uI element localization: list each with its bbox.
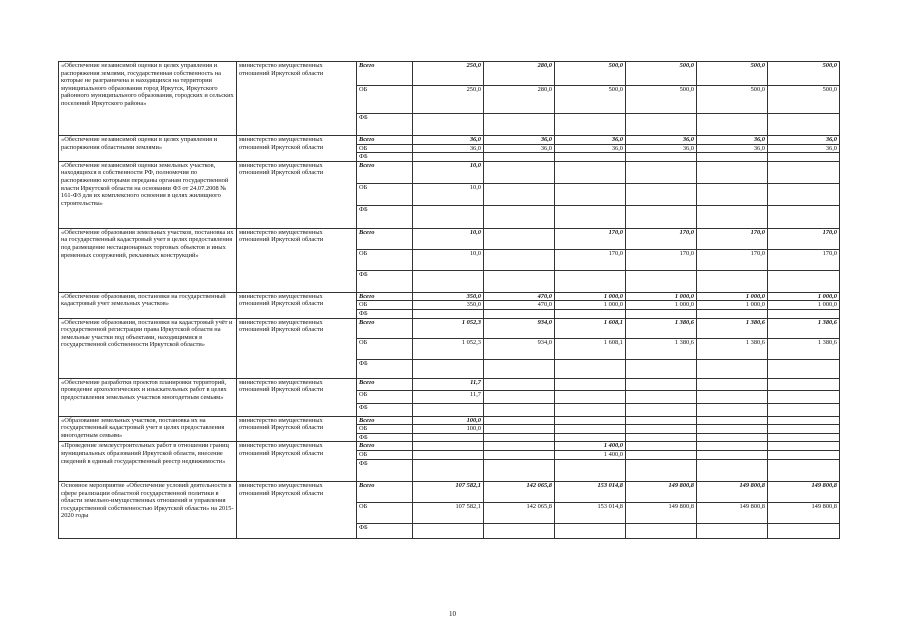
amount-cell bbox=[484, 442, 555, 451]
amount-cell bbox=[484, 459, 555, 481]
amount-cell bbox=[768, 433, 840, 442]
funding-source: ОБ bbox=[357, 338, 413, 359]
amount-cell: 1 000,0 bbox=[697, 292, 768, 301]
amount-cell: 500,0 bbox=[555, 62, 626, 86]
amount-cell bbox=[768, 183, 840, 205]
amount-cell bbox=[768, 416, 840, 425]
measure-name: «Обеспечение образования, постановки на кадастровый учёт и государственной регистрации права Иркутской области на земельные участки под объектами, находящимися в государственной собственности Иркутской области» bbox=[59, 318, 237, 378]
table-row bbox=[59, 292, 840, 301]
amount-cell bbox=[413, 205, 484, 228]
amount-cell bbox=[555, 416, 626, 425]
amount-cell bbox=[626, 270, 697, 292]
amount-cell bbox=[413, 270, 484, 292]
amount-cell: 1 380,6 bbox=[626, 338, 697, 359]
amount-cell: 470,0 bbox=[484, 292, 555, 301]
amount-cell bbox=[768, 309, 840, 318]
amount-cell: 36,0 bbox=[484, 144, 555, 153]
amount-cell: 500,0 bbox=[768, 62, 840, 86]
amount-cell bbox=[555, 390, 626, 403]
amount-cell bbox=[626, 416, 697, 425]
amount-cell bbox=[697, 183, 768, 205]
table-row bbox=[59, 442, 840, 451]
amount-cell bbox=[484, 378, 555, 390]
amount-cell: 170,0 bbox=[555, 228, 626, 249]
funding-source: Всего bbox=[357, 228, 413, 249]
amount-cell: 107 582,1 bbox=[413, 502, 484, 523]
funding-source: ОБ bbox=[357, 144, 413, 153]
amount-cell: 1 380,6 bbox=[697, 338, 768, 359]
funding-source: ОБ bbox=[357, 249, 413, 270]
amount-cell bbox=[413, 309, 484, 318]
funding-source: ОБ bbox=[357, 183, 413, 205]
amount-cell: 350,0 bbox=[413, 301, 484, 310]
amount-cell bbox=[555, 403, 626, 416]
amount-cell bbox=[626, 425, 697, 434]
amount-cell bbox=[768, 425, 840, 434]
table-row bbox=[59, 161, 840, 183]
amount-cell bbox=[768, 442, 840, 451]
amount-cell: 36,0 bbox=[697, 144, 768, 153]
amount-cell bbox=[768, 451, 840, 460]
funding-source: ФБ bbox=[357, 270, 413, 292]
amount-cell bbox=[697, 153, 768, 162]
amount-cell: 36,0 bbox=[413, 136, 484, 145]
amount-cell bbox=[484, 309, 555, 318]
table-row bbox=[59, 481, 840, 502]
funding-source: ОБ bbox=[357, 301, 413, 310]
amount-cell: 149 800,8 bbox=[697, 481, 768, 502]
measure-name: «Обеспечение независимой оценки в целях управления и распоряжения областными землями» bbox=[59, 136, 237, 162]
amount-cell bbox=[626, 459, 697, 481]
amount-cell: 11,7 bbox=[413, 390, 484, 403]
amount-cell: 500,0 bbox=[697, 86, 768, 114]
amount-cell bbox=[413, 114, 484, 136]
executor: министерство имущественных отношений Иркутской области bbox=[237, 161, 357, 228]
amount-cell: 1 000,0 bbox=[626, 292, 697, 301]
funding-source: ФБ bbox=[357, 205, 413, 228]
amount-cell: 36,0 bbox=[626, 144, 697, 153]
table-row bbox=[59, 416, 840, 425]
amount-cell: 153 014,8 bbox=[555, 481, 626, 502]
amount-cell bbox=[626, 433, 697, 442]
amount-cell: 1 608,1 bbox=[555, 338, 626, 359]
budget-sheet bbox=[58, 61, 839, 539]
amount-cell bbox=[484, 416, 555, 425]
amount-cell bbox=[697, 378, 768, 390]
table-row bbox=[59, 378, 840, 390]
amount-cell bbox=[413, 359, 484, 378]
amount-cell bbox=[626, 442, 697, 451]
amount-cell: 100,0 bbox=[413, 425, 484, 434]
amount-cell bbox=[555, 153, 626, 162]
amount-cell: 170,0 bbox=[697, 228, 768, 249]
amount-cell bbox=[697, 442, 768, 451]
amount-cell: 280,0 bbox=[484, 86, 555, 114]
amount-cell bbox=[768, 359, 840, 378]
amount-cell: 500,0 bbox=[626, 86, 697, 114]
amount-cell bbox=[413, 433, 484, 442]
amount-cell bbox=[768, 403, 840, 416]
amount-cell: 100,0 bbox=[413, 416, 484, 425]
amount-cell bbox=[768, 205, 840, 228]
funding-source: ФБ bbox=[357, 459, 413, 481]
amount-cell: 11,7 bbox=[413, 378, 484, 390]
amount-cell bbox=[413, 153, 484, 162]
executor: министерство имущественных отношений Иркутской области bbox=[237, 228, 357, 292]
funding-source: Всего bbox=[357, 416, 413, 425]
amount-cell bbox=[768, 523, 840, 538]
amount-cell bbox=[484, 114, 555, 136]
table-row bbox=[59, 318, 840, 338]
measure-name: Основное мероприятие «Обеспечение условий деятельности в сфере реализации областной государственной политики в области земельно-имущественных отношений и управления государственной собственностью Иркутской области» на 2015-2020 годы bbox=[59, 481, 237, 538]
amount-cell: 1 400,0 bbox=[555, 451, 626, 460]
funding-source: ФБ bbox=[357, 523, 413, 538]
amount-cell bbox=[555, 378, 626, 390]
amount-cell: 149 800,8 bbox=[697, 502, 768, 523]
funding-source: ОБ bbox=[357, 425, 413, 434]
funding-source: ФБ bbox=[357, 433, 413, 442]
executor: министерство имущественных отношений Иркутской области bbox=[237, 481, 357, 538]
amount-cell bbox=[626, 378, 697, 390]
funding-source: Всего bbox=[357, 161, 413, 183]
amount-cell: 500,0 bbox=[626, 62, 697, 86]
funding-source: ОБ bbox=[357, 86, 413, 114]
amount-cell bbox=[768, 390, 840, 403]
amount-cell: 1 608,1 bbox=[555, 318, 626, 338]
amount-cell: 36,0 bbox=[484, 136, 555, 145]
amount-cell bbox=[768, 459, 840, 481]
measure-name: «Обеспечение образования земельных участков, постановка их на государственный кадастровый учет в целях предоставления под размещение нестационарных торговых объектов и иных временных сооружений, рекламных конструкций» bbox=[59, 228, 237, 292]
amount-cell bbox=[697, 390, 768, 403]
amount-cell bbox=[626, 309, 697, 318]
amount-cell: 1 400,0 bbox=[555, 442, 626, 451]
amount-cell bbox=[626, 205, 697, 228]
amount-cell bbox=[484, 425, 555, 434]
amount-cell bbox=[484, 523, 555, 538]
amount-cell: 36,0 bbox=[413, 144, 484, 153]
amount-cell bbox=[768, 114, 840, 136]
amount-cell bbox=[697, 309, 768, 318]
amount-cell bbox=[484, 249, 555, 270]
amount-cell: 149 800,8 bbox=[768, 502, 840, 523]
amount-cell bbox=[697, 359, 768, 378]
amount-cell: 934,0 bbox=[484, 338, 555, 359]
amount-cell: 1 052,3 bbox=[413, 318, 484, 338]
amount-cell bbox=[484, 433, 555, 442]
amount-cell: 36,0 bbox=[697, 136, 768, 145]
amount-cell bbox=[697, 270, 768, 292]
amount-cell: 170,0 bbox=[697, 249, 768, 270]
funding-source: ФБ bbox=[357, 309, 413, 318]
amount-cell: 1 380,6 bbox=[768, 318, 840, 338]
amount-cell bbox=[697, 403, 768, 416]
funding-source: ОБ bbox=[357, 390, 413, 403]
amount-cell: 36,0 bbox=[768, 136, 840, 145]
amount-cell bbox=[413, 451, 484, 460]
amount-cell bbox=[555, 114, 626, 136]
amount-cell: 149 800,8 bbox=[768, 481, 840, 502]
amount-cell: 142 065,8 bbox=[484, 502, 555, 523]
amount-cell bbox=[697, 161, 768, 183]
funding-source: Всего bbox=[357, 378, 413, 390]
amount-cell: 934,0 bbox=[484, 318, 555, 338]
amount-cell bbox=[484, 359, 555, 378]
table-row bbox=[59, 136, 840, 145]
measure-name: «Обеспечение независимой оценки земельных участков, находящихся в собственности РФ, полномочия по распоряжению которыми переданы органам государственной власти Иркутской области на основании ФЗ от 24.07.2008 № 161-ФЗ для их комплексного освоения в целях жилищного строительства» bbox=[59, 161, 237, 228]
amount-cell: 170,0 bbox=[555, 249, 626, 270]
funding-source: Всего bbox=[357, 442, 413, 451]
amount-cell bbox=[484, 228, 555, 249]
amount-cell: 1 000,0 bbox=[555, 292, 626, 301]
amount-cell bbox=[697, 425, 768, 434]
measure-name: «Образование земельных участков, постановка их на государственный кадастровый учет в целях предоставления многодетным семьям» bbox=[59, 416, 237, 442]
amount-cell: 149 800,8 bbox=[626, 502, 697, 523]
amount-cell bbox=[626, 161, 697, 183]
amount-cell: 280,0 bbox=[484, 62, 555, 86]
table-row bbox=[59, 62, 840, 86]
amount-cell bbox=[555, 459, 626, 481]
amount-cell bbox=[555, 359, 626, 378]
funding-source: ОБ bbox=[357, 502, 413, 523]
budget-table bbox=[58, 61, 840, 539]
amount-cell: 170,0 bbox=[768, 228, 840, 249]
amount-cell: 170,0 bbox=[626, 249, 697, 270]
amount-cell: 10,0 bbox=[413, 228, 484, 249]
funding-source: Всего bbox=[357, 62, 413, 86]
amount-cell: 1 000,0 bbox=[697, 301, 768, 310]
amount-cell bbox=[626, 153, 697, 162]
amount-cell bbox=[555, 270, 626, 292]
amount-cell bbox=[697, 459, 768, 481]
amount-cell: 149 800,8 bbox=[626, 481, 697, 502]
page-number: 10 bbox=[449, 610, 456, 618]
amount-cell bbox=[626, 183, 697, 205]
amount-cell bbox=[697, 451, 768, 460]
amount-cell: 350,0 bbox=[413, 292, 484, 301]
amount-cell: 500,0 bbox=[555, 86, 626, 114]
budget-table-body bbox=[59, 62, 840, 539]
amount-cell: 142 065,8 bbox=[484, 481, 555, 502]
amount-cell bbox=[484, 153, 555, 162]
amount-cell: 1 000,0 bbox=[555, 301, 626, 310]
funding-source: ФБ bbox=[357, 153, 413, 162]
amount-cell bbox=[484, 270, 555, 292]
amount-cell bbox=[697, 416, 768, 425]
amount-cell: 10,0 bbox=[413, 161, 484, 183]
amount-cell bbox=[555, 425, 626, 434]
amount-cell bbox=[555, 183, 626, 205]
amount-cell bbox=[697, 523, 768, 538]
amount-cell bbox=[484, 403, 555, 416]
amount-cell bbox=[555, 205, 626, 228]
amount-cell bbox=[626, 451, 697, 460]
table-row bbox=[59, 228, 840, 249]
amount-cell bbox=[413, 523, 484, 538]
amount-cell: 10,0 bbox=[413, 249, 484, 270]
executor: министерство имущественных отношений Иркутской области bbox=[237, 62, 357, 136]
amount-cell bbox=[555, 161, 626, 183]
amount-cell bbox=[697, 433, 768, 442]
amount-cell: 1 380,6 bbox=[626, 318, 697, 338]
funding-source: Всего bbox=[357, 136, 413, 145]
funding-source: Всего bbox=[357, 292, 413, 301]
amount-cell: 470,0 bbox=[484, 301, 555, 310]
amount-cell: 1 000,0 bbox=[626, 301, 697, 310]
amount-cell bbox=[697, 114, 768, 136]
measure-name: «Обеспечение независимой оценки в целях управления и распоряжения землями, государственная собственность на которые не разграничена и находящихся на территории муниципального образования город Иркутск, Иркутского районного муниципального образования, городских и сельских поселений Иркутского района» bbox=[59, 62, 237, 136]
amount-cell: 10,0 bbox=[413, 183, 484, 205]
amount-cell: 170,0 bbox=[768, 249, 840, 270]
executor: министерство имущественных отношений Иркутской области bbox=[237, 136, 357, 162]
amount-cell bbox=[626, 390, 697, 403]
amount-cell: 1 000,0 bbox=[768, 292, 840, 301]
amount-cell: 500,0 bbox=[768, 86, 840, 114]
amount-cell: 153 014,8 bbox=[555, 502, 626, 523]
measure-name: «Обеспечение образования, постановки на государственный кадастровый учет земельных участков» bbox=[59, 292, 237, 318]
amount-cell: 250,0 bbox=[413, 86, 484, 114]
funding-source: ФБ bbox=[357, 114, 413, 136]
executor: министерство имущественных отношений Иркутской области bbox=[237, 378, 357, 416]
amount-cell bbox=[484, 205, 555, 228]
amount-cell: 1 380,6 bbox=[697, 318, 768, 338]
amount-cell bbox=[626, 359, 697, 378]
amount-cell: 36,0 bbox=[626, 136, 697, 145]
amount-cell: 1 380,6 bbox=[768, 338, 840, 359]
amount-cell: 36,0 bbox=[555, 144, 626, 153]
amount-cell bbox=[768, 161, 840, 183]
amount-cell bbox=[413, 403, 484, 416]
amount-cell bbox=[413, 459, 484, 481]
amount-cell: 170,0 bbox=[626, 228, 697, 249]
amount-cell: 107 582,1 bbox=[413, 481, 484, 502]
amount-cell bbox=[697, 205, 768, 228]
measure-name: «Обеспечение разработки проектов планировки территорий, проведение археологических и изыскательных работ в целях предоставления земельных участков многодетным семьям» bbox=[59, 378, 237, 416]
amount-cell bbox=[484, 161, 555, 183]
funding-source: Всего bbox=[357, 481, 413, 502]
amount-cell bbox=[484, 390, 555, 403]
amount-cell bbox=[768, 270, 840, 292]
amount-cell: 1 052,3 bbox=[413, 338, 484, 359]
executor: министерство имущественных отношений Иркутской области bbox=[237, 416, 357, 442]
amount-cell bbox=[484, 183, 555, 205]
funding-source: ОБ bbox=[357, 451, 413, 460]
executor: министерство имущественных отношений Иркутской области bbox=[237, 292, 357, 318]
amount-cell: 36,0 bbox=[768, 144, 840, 153]
funding-source: ФБ bbox=[357, 359, 413, 378]
amount-cell bbox=[484, 451, 555, 460]
amount-cell bbox=[626, 523, 697, 538]
executor: министерство имущественных отношений Иркутской области bbox=[237, 442, 357, 482]
amount-cell: 250,0 bbox=[413, 62, 484, 86]
amount-cell bbox=[626, 114, 697, 136]
funding-source: Всего bbox=[357, 318, 413, 338]
amount-cell bbox=[555, 523, 626, 538]
amount-cell: 36,0 bbox=[555, 136, 626, 145]
amount-cell bbox=[413, 442, 484, 451]
executor: министерство имущественных отношений Иркутской области bbox=[237, 318, 357, 378]
amount-cell: 500,0 bbox=[697, 62, 768, 86]
amount-cell bbox=[555, 433, 626, 442]
amount-cell bbox=[555, 309, 626, 318]
amount-cell bbox=[768, 153, 840, 162]
amount-cell bbox=[626, 403, 697, 416]
amount-cell bbox=[768, 378, 840, 390]
funding-source: ФБ bbox=[357, 403, 413, 416]
amount-cell: 1 000,0 bbox=[768, 301, 840, 310]
measure-name: «Проведение землеустроительных работ в отношении границ муниципальных образований Иркутской области, внесение сведений в единый государственный реестр недвижимости» bbox=[59, 442, 237, 482]
